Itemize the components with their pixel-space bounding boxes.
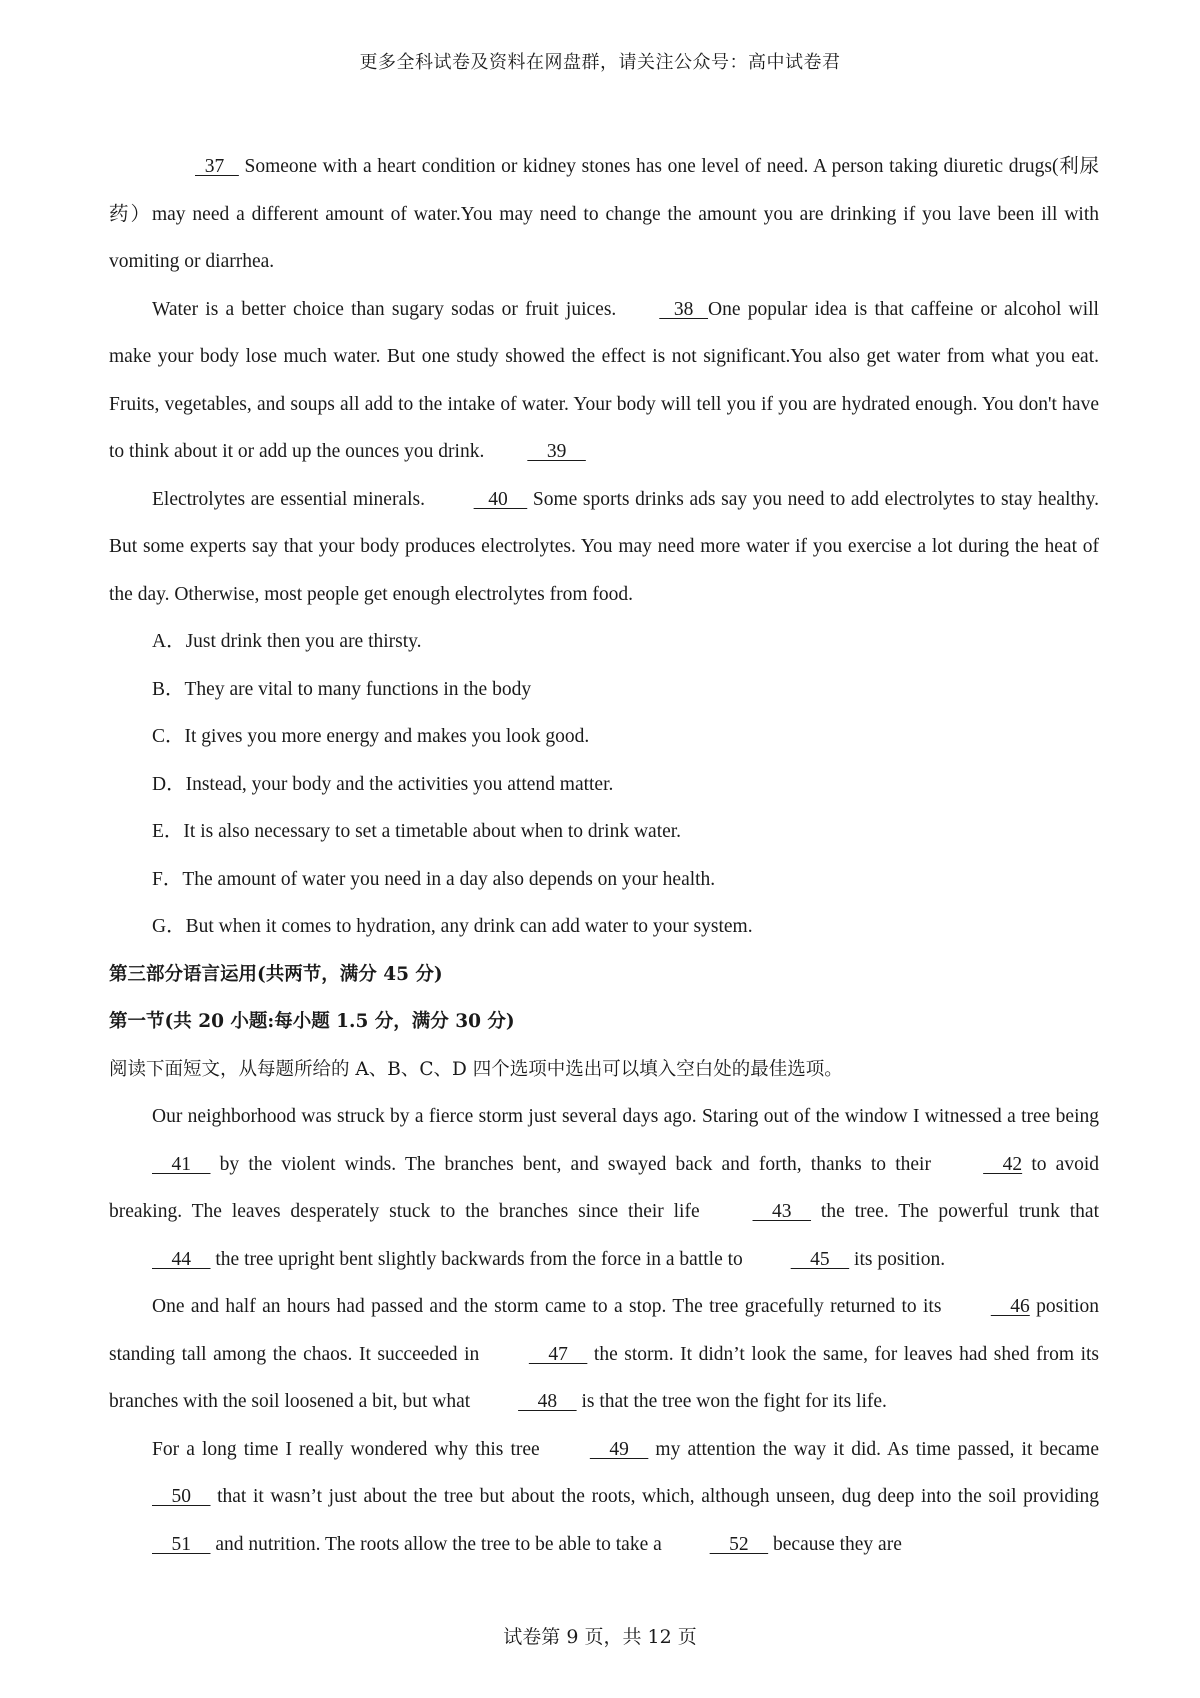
- answer-blank: 46: [990, 1296, 1030, 1317]
- paragraph-text: position standing tall among the chaos. It succeeded in: [109, 1296, 1099, 1365]
- answer-blank: 41: [152, 1153, 211, 1175]
- answer-blank: 43: [752, 1201, 812, 1222]
- paragraph-text: the tree. The powerful trunk that: [811, 1201, 1099, 1222]
- option-item: B．They are vital to many functions in the body: [152, 678, 532, 700]
- paragraph-text: Water is a better choice than sugary sodas or fruit juices.: [152, 298, 617, 320]
- answer-blank: 47: [528, 1343, 588, 1365]
- paragraph-text: its position.: [849, 1248, 946, 1270]
- option-item: G．But when it comes to hydration, any drink can add water to your system.: [152, 916, 753, 937]
- passage-paragraph: [109, 143, 1099, 286]
- page-content: [109, 143, 1099, 1568]
- paragraph-text: One and half an hours had passed and the storm came to a stop. The tree gracefully returned to its: [152, 1296, 948, 1317]
- option-item: E．It is also necessary to set a timetable about when to drink water.: [152, 821, 682, 842]
- option-item: D．Instead, your body and the activities you attend matter.: [152, 773, 614, 795]
- paragraph-text: the storm. It didn’t look the same, for leaves had shed from its branches with the soil loosened a bit, but what: [109, 1343, 1099, 1412]
- paragraph-text: to avoid breaking. The leaves desperately stuck to the branches since their life: [109, 1153, 1099, 1222]
- paragraph-text: because they are: [768, 1533, 902, 1555]
- answer-blank: 39: [527, 441, 586, 462]
- paragraph-text: my attention the way it did. As time passed, it became: [648, 1438, 1100, 1460]
- paragraph-text: is that the tree won the fight for its life.: [576, 1391, 887, 1412]
- cloze-paragraph: [109, 1426, 1099, 1569]
- answer-blank: 45: [790, 1248, 850, 1270]
- paragraph-text: the tree upright bent slightly backwards from the force in a battle to: [210, 1248, 748, 1270]
- options-list: [109, 618, 1099, 951]
- answer-blank: 37: [195, 156, 239, 177]
- page-header: 更多全科试卷及资料在网盘群，请关注公众号：高中试卷君: [359, 52, 841, 73]
- answer-blank: 49: [589, 1438, 649, 1460]
- answer-blank: 40: [473, 488, 528, 510]
- answer-blank: 42: [983, 1153, 1023, 1175]
- answer-blank: 38: [659, 298, 709, 320]
- page-footer: 试卷第 9 页，共 12 页: [503, 1626, 697, 1648]
- section-1-title: 第一节(共 20 小题:每小题 1.5 分，满分 30 分): [109, 1011, 515, 1032]
- paragraph-text: by the violent winds. The branches bent, and swayed back and forth, thanks to their: [210, 1153, 941, 1175]
- option-item: F．The amount of water you need in a day also depends on your health.: [152, 868, 716, 890]
- paragraph-text: that it wasn’t just about the tree but about the roots, which, although unseen, dug deep into the soil providing: [210, 1486, 1099, 1507]
- paragraph-text: For a long time I really wondered why this tree: [152, 1438, 547, 1460]
- paragraph-text: One popular idea is that caffeine or alcohol will make your body lose much water. But one study showed the effect is not significant.You also get water from what you eat. Fruits, vegetables, and soups all add to the intake of water. Your body will tell you if you are hydrated enough. You don't have to think about it or add up the ounces you drink.: [109, 298, 1099, 462]
- reading-passage: [109, 143, 1099, 618]
- passage-paragraph: [109, 476, 1099, 619]
- answer-blank: 48: [518, 1391, 577, 1412]
- paragraph-text: Some sports drinks ads say you need to add electrolytes to stay healthy. But some experts say that your body produces electrolytes. You may need more water if you exercise a lot during the heat of the day. Otherwise, most people get enough electrolytes from food.: [109, 488, 1099, 605]
- paragraph-text: Someone with a heart condition or kidney stones has one level of need. A person taking diuretic drugs(利尿药）may need a different amount of water.You may need to change the amount you are drinking if you lave been ill with vomiting or diarrhea.: [109, 156, 1099, 272]
- paragraph-text: and nutrition. The roots allow the tree to be able to take a: [210, 1533, 667, 1555]
- passage-paragraph: [109, 286, 1099, 476]
- option-item: C．It gives you more energy and makes you look good.: [152, 726, 590, 747]
- option-item: A．Just drink then you are thirsty.: [152, 631, 422, 652]
- paragraph-text: Electrolytes are essential minerals.: [152, 488, 431, 510]
- cloze-paragraph: [109, 1283, 1099, 1426]
- answer-blank: 50: [152, 1486, 211, 1507]
- cloze-passage: [109, 1093, 1099, 1568]
- answer-blank: 51: [152, 1533, 211, 1555]
- answer-blank: 52: [709, 1533, 769, 1555]
- cloze-paragraph: [109, 1093, 1099, 1283]
- section-part3-title: 第三部分语言运用(共两节，满分 45 分): [109, 963, 443, 985]
- paragraph-text: Our neighborhood was struck by a fierce storm just several days ago. Staring out of the window I witnessed a tree being: [152, 1106, 1099, 1127]
- answer-blank: 44: [152, 1248, 211, 1270]
- instruction-text: 阅读下面短文，从每题所给的 A、B、C、D 四个选项中选出可以填入空白处的最佳选项。: [109, 1058, 843, 1080]
